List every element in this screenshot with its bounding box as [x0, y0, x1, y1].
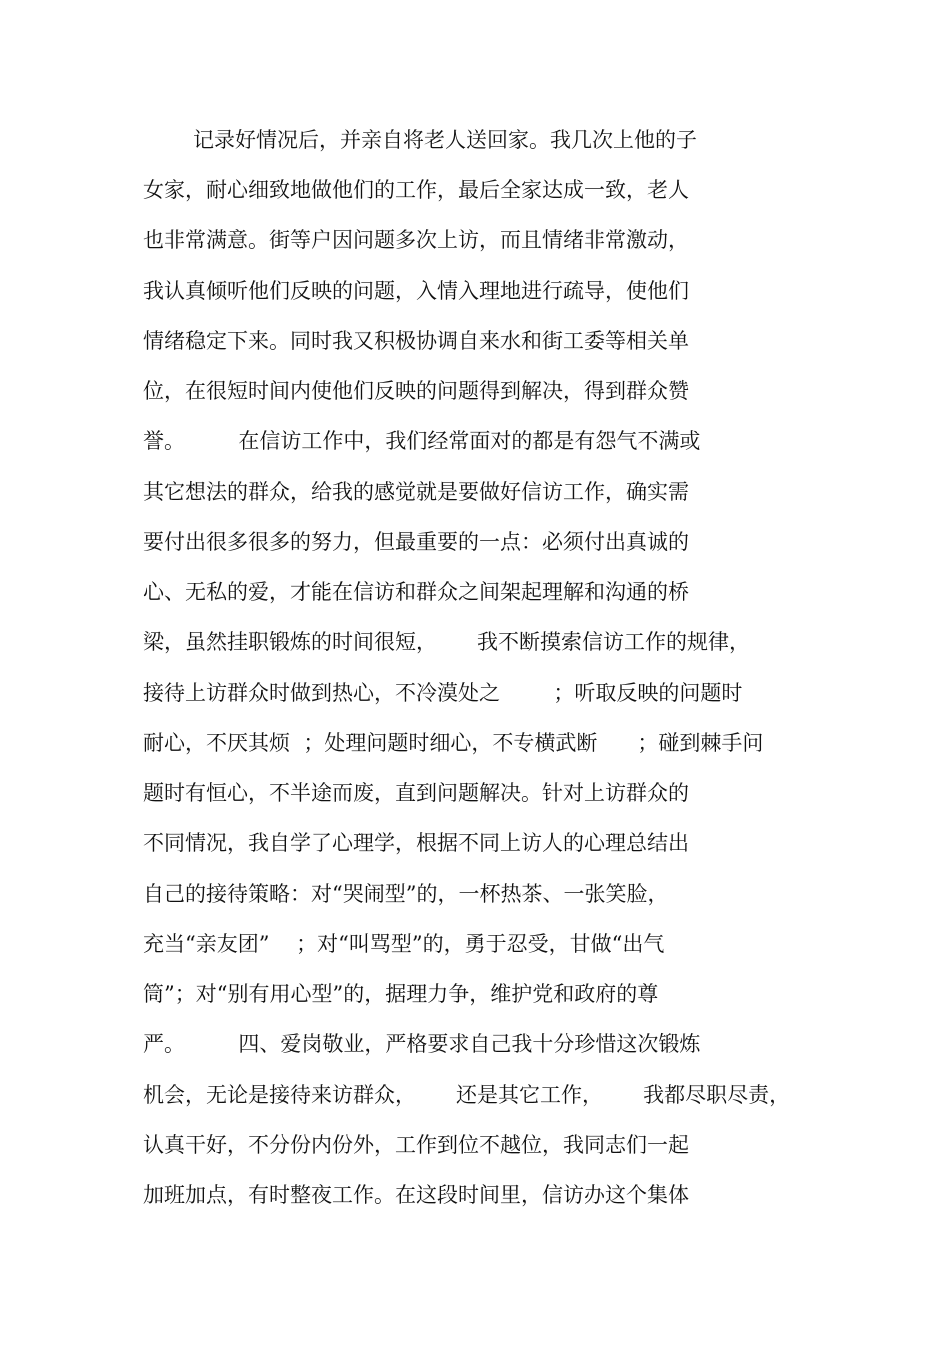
text-line-18: 筒”；对“别有用心型”的，据理力争，维护党和政府的尊 — [143, 982, 659, 1006]
text-line-12: 接待上访群众时做到热心，不冷漠处之 ；听取反映的问题时 — [143, 681, 743, 705]
text-line-22: 加班加点，有时整夜工作。在这段时间里，信访办这个集体 — [143, 1183, 689, 1207]
text-line-11: 梁，虽然挂职锻炼的时间很短， 我不断摸索信访工作的规律， — [143, 630, 751, 654]
text-line-21: 认真干好，不分份内份外，工作到位不越位，我同志们一起 — [143, 1133, 689, 1157]
text-line-17: 充当“亲友团” ；对“叫骂型”的，勇于忍受，甘做“出气 — [143, 932, 665, 956]
text-line-16: 自己的接待策略：对“哭闹型”的，一杯热茶、一张笑脸， — [143, 882, 669, 906]
text-line-10: 心、无私的爱，才能在信访和群众之间架起理解和沟通的桥 — [143, 580, 689, 604]
text-line-2: 女家，耐心细致地做他们的工作，最后全家达成一致，老人 — [143, 178, 689, 202]
text-line-3: 也非常满意。街等户因问题多次上访，而且情绪非常激动， — [143, 228, 689, 252]
text-line-15: 不同情况，我自学了心理学，根据不同上访人的心理总结出 — [143, 831, 689, 855]
text-line-19: 严。 四、爱岗敬业，严格要求自己我十分珍惜这次锻炼 — [143, 1032, 701, 1056]
text-line-5: 情绪稳定下来。同时我又积极协调自来水和街工委等相关单 — [143, 329, 689, 353]
text-line-20: 机会，无论是接待来访群众， 还是其它工作， 我都尽职尽责， — [143, 1083, 791, 1107]
text-line-8: 其它想法的群众，给我的感觉就是要做好信访工作，确实需 — [143, 480, 689, 504]
text-line-9: 要付出很多很多的努力，但最重要的一点：必须付出真诚的 — [143, 530, 689, 554]
text-line-1: 记录好情况后，并亲自将老人送回家。我几次上他的子 — [193, 128, 697, 152]
text-line-7: 誉。 在信访工作中，我们经常面对的都是有怨气不满或 — [143, 429, 701, 453]
text-line-13: 耐心，不厌其烦 ；处理问题时细心，不专横武断 ；碰到棘手问 — [143, 731, 764, 755]
text-line-4: 我认真倾听他们反映的问题，入情入理地进行疏导，使他们 — [143, 279, 689, 303]
text-line-14: 题时有恒心，不半途而废，直到问题解决。针对上访群众的 — [143, 781, 689, 805]
text-line-6: 位，在很短时间内使他们反映的问题得到解决，得到群众赞 — [143, 379, 689, 403]
